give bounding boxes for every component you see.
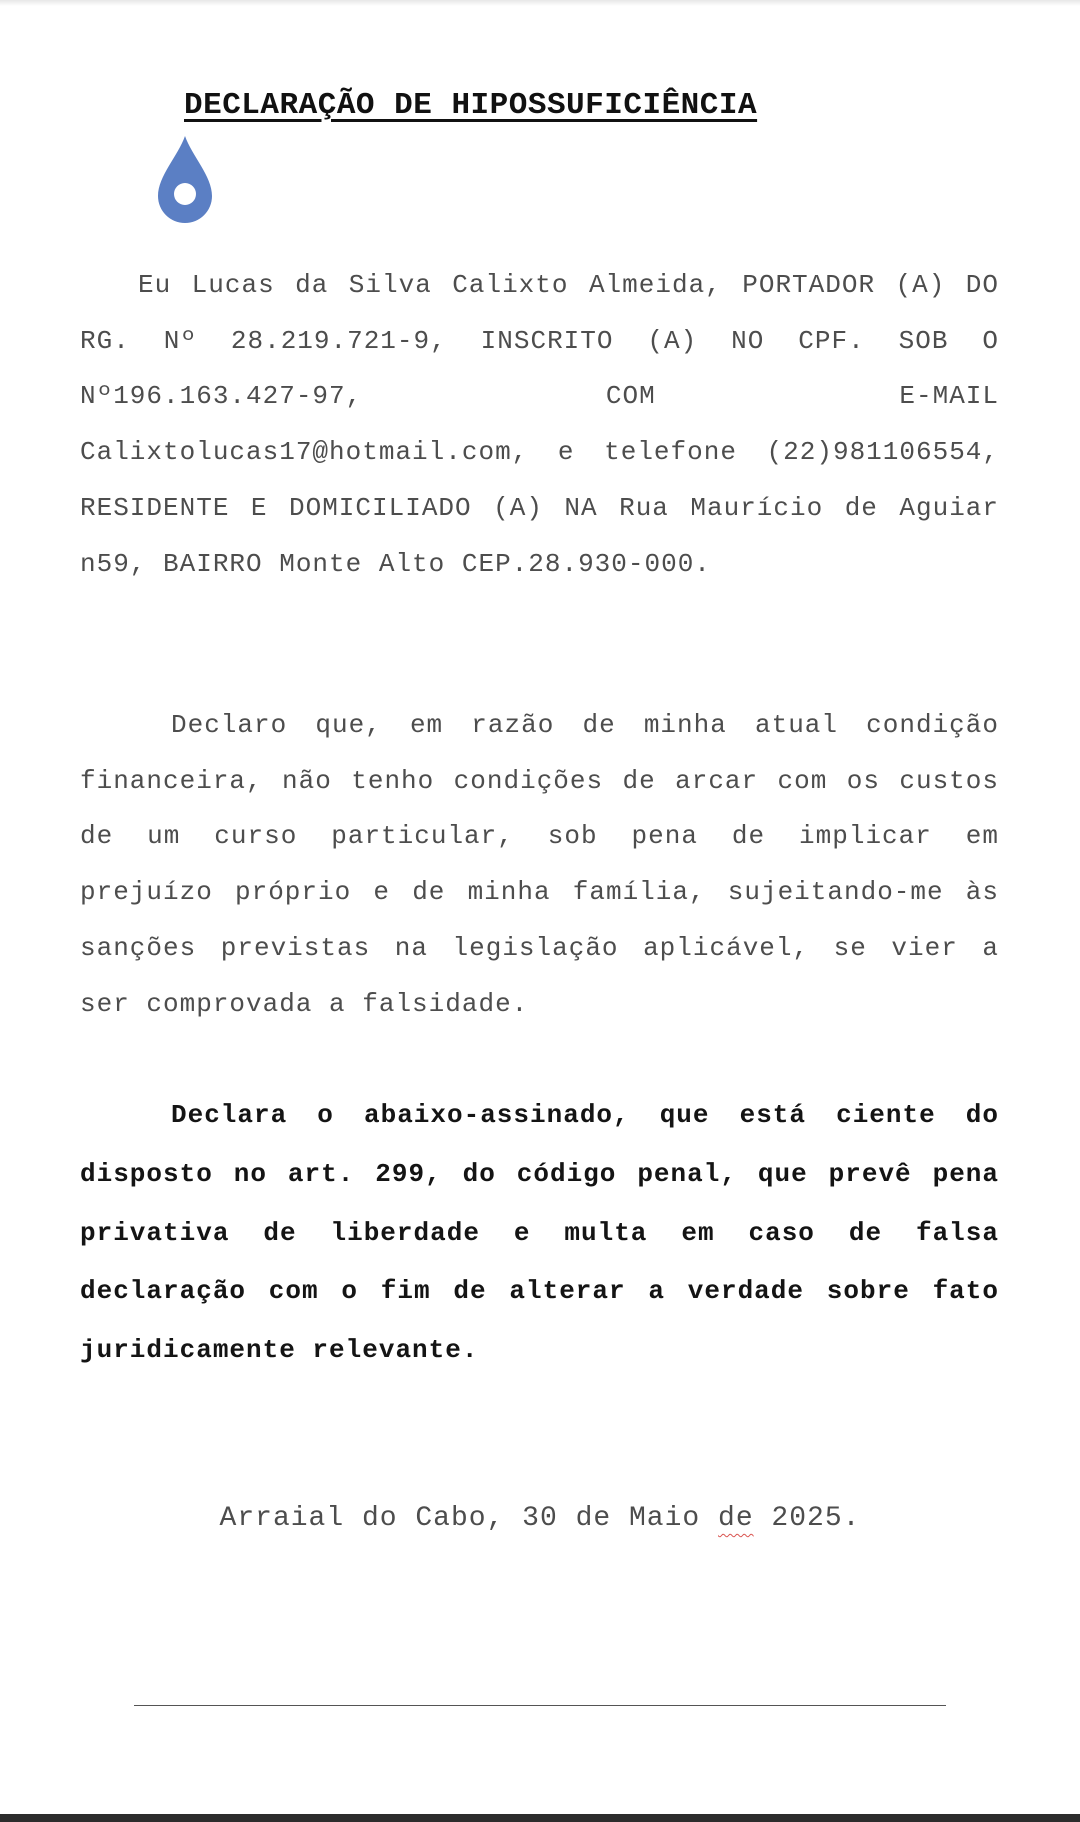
legal-awareness-paragraph: Declara o abaixo-assinado, que está ciente do disposto no art. 299, do código penal, que prevê pena privativa de liberdade e multa em caso de falsa declaração com o fim de alterar a verdade sobre fato juridicamente relevante.	[80, 1100, 999, 1366]
signature-line	[134, 1705, 946, 1706]
page-top-shadow	[0, 0, 1080, 6]
bottom-edge-bar	[0, 1814, 1080, 1822]
financial-condition-paragraph: Declaro que, em razão de minha atual condição financeira, não tenho condições de arcar com os custos de um curso particular, sob pena de implicar em prejuízo próprio e de minha família, sujeitando-me às sanções previstas na legislação aplicável, se vier a ser comprovada a falsidade.	[80, 710, 999, 1019]
date-text-start: Arraial do Cabo, 30 de Maio	[219, 1503, 719, 1534]
place-and-date	[0, 1503, 1080, 1534]
spellcheck-flagged-word[interactable]: de	[718, 1503, 754, 1534]
document-title: DECLARAÇÃO DE HIPOSSUFICIÊNCIA	[184, 88, 758, 123]
declarant-identification-paragraph: Eu Lucas da Silva Calixto Almeida, PORTADOR (A) DO RG. Nº 28.219.721-9, INSCRITO (A) NO CPF. SOB O Nº196.163.427-97, COM E-MAIL Calixtolucas17@hotmail.com, e telefone (22)981106554, RESIDENTE E DOMICILIADO (A) NA Rua Maurício de Aguiar n59, BAIRRO Monte Alto CEP.28.930-000.	[80, 270, 999, 579]
date-text-end: 2025.	[753, 1503, 861, 1534]
water-drop-icon	[156, 134, 214, 224]
